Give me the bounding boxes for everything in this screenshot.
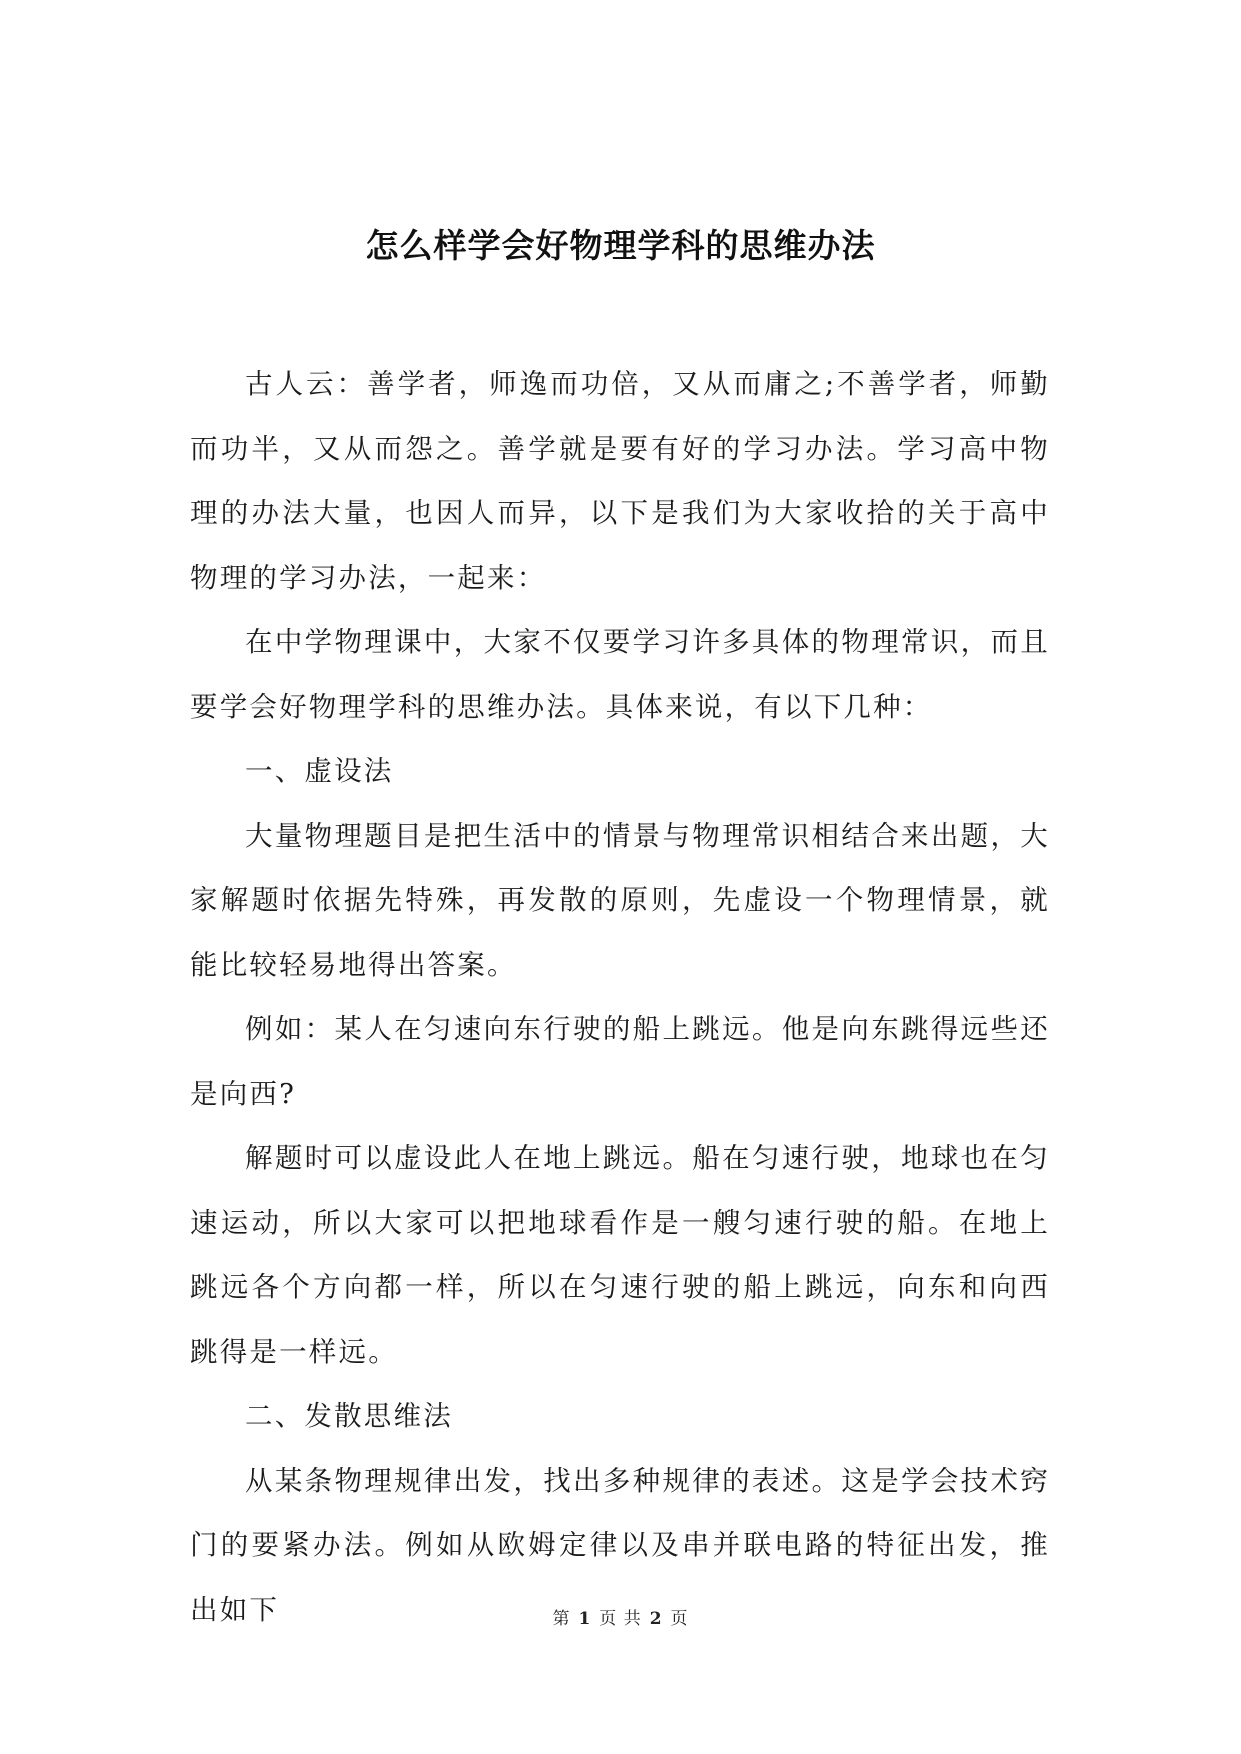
footer-middle: 页 共 [599, 1609, 642, 1629]
document-title: 怎么样学会好物理学科的思维办法 [365, 226, 876, 265]
paragraph: 在中学物理课中，大家不仅要学习许多具体的物理常识，而且要学会好物理学科的思维办法。具体来说，有以下几种： [190, 626, 1050, 723]
paragraph: 大量物理题目是把生活中的情景与物理常识相结合来出题，大家解题时依据先特殊，再发散的原则，先虚设一个物理情景，就能比较轻易地得出答案。 [190, 819, 1050, 981]
page-total: 2 [649, 1609, 663, 1629]
section-heading: 二、发散思维法 [245, 1400, 453, 1432]
footer-suffix: 页 [670, 1609, 689, 1629]
footer-prefix: 第 [552, 1609, 571, 1629]
page-footer [0, 1604, 1241, 1629]
page-number: 1 [578, 1609, 592, 1629]
paragraph: 从某条物理规律出发，找出多种规律的表述。这是学会技术窍门的要紧办法。例如从欧姆定律以及串并联电路的特征出发，推出如下 [190, 1464, 1050, 1626]
paragraph: 古人云：善学者，师逸而功倍，又从而庸之;不善学者，师勤而功半，又从而怨之。善学就是要有好的学习办法。学习高中物理的办法大量，也因人而异，以下是我们为大家收拾的关于高中物理的学习办法，一起来： [190, 368, 1050, 594]
paragraph: 例如：某人在匀速向东行驶的船上跳远。他是向东跳得远些还是向西? [190, 1013, 1050, 1110]
document-body [190, 352, 1050, 1642]
section-heading: 一、虚设法 [245, 755, 394, 787]
paragraph: 解题时可以虚设此人在地上跳远。船在匀速行驶，地球也在匀速运动，所以大家可以把地球看作是一艘匀速行驶的船。在地上跳远各个方向都一样，所以在匀速行驶的船上跳远，向东和向西跳得是一样远。 [190, 1142, 1050, 1368]
